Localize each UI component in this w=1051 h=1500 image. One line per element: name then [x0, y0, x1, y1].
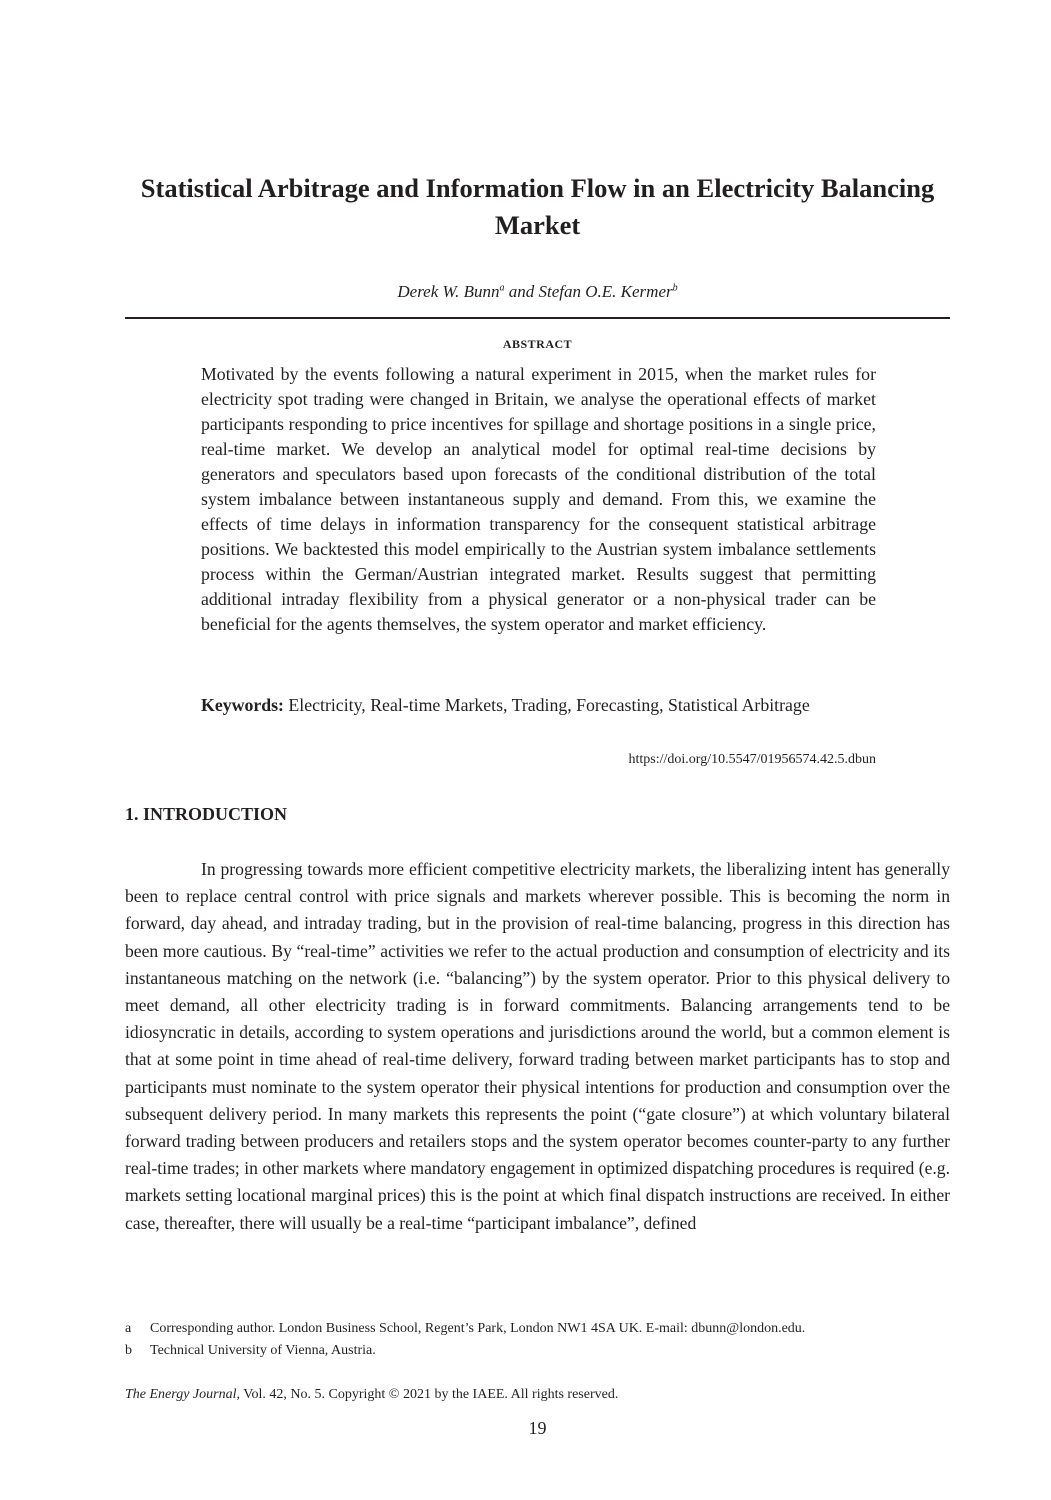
footnote-mark: a — [125, 1321, 132, 1336]
abstract-heading: ABSTRACT — [502, 337, 573, 351]
keywords-list: Electricity, Real-time Markets, Trading, Forecasting, Statistical Arbitrage — [283, 695, 810, 715]
page-number: 19 — [528, 1418, 547, 1438]
journal-name: The Energy Journal — [125, 1387, 237, 1402]
keywords-label: Keywords: — [201, 695, 284, 715]
footnote-text: Corresponding author. London Business School, Regent’s Park, London NW1 4SA UK. E-mail: dbunn@london.edu. — [150, 1321, 806, 1336]
footnote — [125, 1318, 950, 1340]
footnote — [125, 1340, 950, 1362]
author-name: Derek W. Bunn — [397, 282, 500, 301]
doi-link[interactable]: https://doi.org/10.5547/01956574.42.5.dbun — [628, 752, 876, 767]
keywords — [201, 693, 876, 718]
footnote-mark: b — [125, 1343, 132, 1358]
header-rule — [125, 317, 950, 319]
section-heading: 1. INTRODUCTION — [125, 804, 288, 824]
footnotes — [125, 1318, 950, 1362]
author-line — [125, 282, 950, 302]
author-name: Stefan O.E. Kermer — [538, 282, 673, 301]
introduction-paragraph: In progressing towards more efficient competitive electricity markets, the liberalizing intent has generally been to replace central control with price signals and markets wherever possible. This is becoming the norm in forward, day ahead, and intraday trading, but in the provision of real-time balancing, progress in this direction has been more cautious. By “real-time” activities we refer to the actual production and consumption of electricity and its instantaneous matching on the network (i.e. “balancing”) by the system operator. Prior to this physical delivery to meet demand, all other electricity trading is in forward commitments. Balancing arrangements tend to be idiosyncratic in details, according to system operations and jurisdictions around the world, but a common element is that at some point in time ahead of real-time delivery, forward trading between market participants has to stop and participants must nominate to the system operator their physical intentions for production and consumption over the subsequent delivery period. In many markets this represents the point (“gate closure”) at which voluntary bilateral forward trading between producers and retailers stops and the system operator becomes counter-party to any further real-time trades; in other markets where mandatory engagement in optimized dispatching procedures is required (e.g. markets setting locational marginal prices) this is the point at which final dispatch instructions are received. In either case, thereafter, there will usually be a real-time “participant imbalance”, defined — [125, 859, 950, 1233]
footnote-text: Technical University of Vienna, Austria. — [150, 1343, 376, 1358]
journal-details: , Vol. 42, No. 5. Copyright © 2021 by the IAEE. All rights reserved. — [236, 1387, 619, 1402]
author-affiliation-mark: a — [499, 282, 505, 294]
author-conjunction: and — [504, 282, 539, 301]
author-affiliation-mark: b — [672, 282, 678, 294]
paper-title: Statistical Arbitrage and Information Flow in an Electricity Balancing Market — [140, 173, 935, 240]
abstract-text: Motivated by the events following a natural experiment in 2015, when the market rules for electricity spot trading were changed in Britain, we analyse the operational effects of market participants responding to price incentives for spillage and shortage positions in a single price, real-time market. We develop an analytical model for optimal real-time decisions by generators and speculators based upon forecasts of the conditional distribution of the total system imbalance between instantaneous supply and demand. From this, we examine the effects of time delays in information transparency for the consequent statistical arbitrage positions. We backtested this model empirically to the Austrian system imbalance settlements process within the German/Austrian integrated market. Results suggest that permitting additional intraday flexibility from a physical generator or a non-physical trader can be beneficial for the agents themselves, the system operator and market efficiency. — [201, 364, 876, 634]
journal-citation — [125, 1387, 618, 1403]
